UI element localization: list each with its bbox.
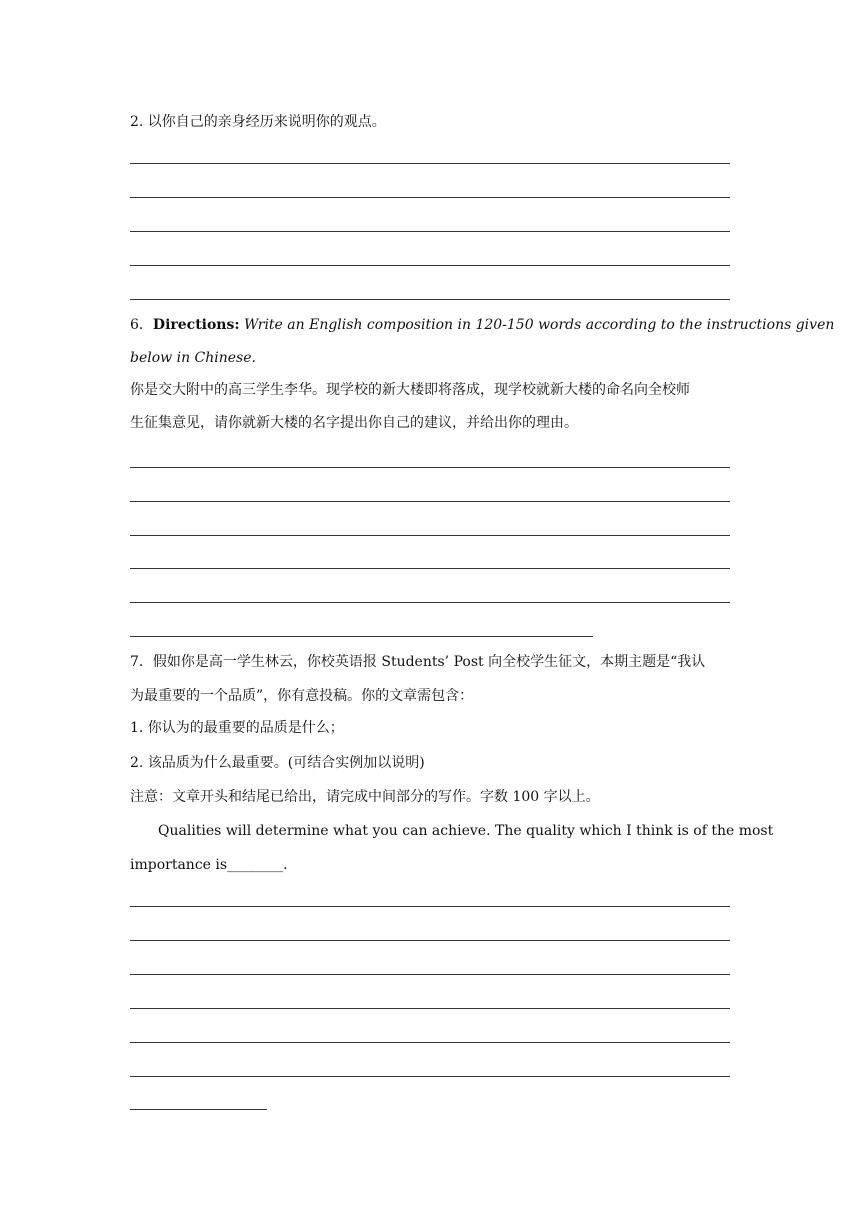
q5-item-2: 2. 以你自己的亲身经历来说明你的观点。	[130, 114, 386, 130]
answer-line-short	[130, 636, 593, 637]
answer-line	[130, 299, 730, 300]
q7-line-2: 为最重要的一个品质”，你有意投稿。你的文章需包含：	[130, 688, 474, 704]
q7-opening-line-1: Qualities will determine what you can achieve. The quality which I think is of the most	[158, 823, 774, 839]
q7-item-2: 2. 该品质为什么最重要。(可结合实例加以说明)	[130, 755, 425, 771]
answer-line	[130, 1008, 730, 1009]
answer-line	[130, 602, 730, 603]
q7-line-1: 7．假如你是高一学生林云，你校英语报 Students’ Post 向全校学生征文，本期主题是“我认	[130, 654, 706, 670]
q7-opening-line-2: importance is________.	[130, 857, 288, 873]
answer-line	[130, 163, 730, 164]
q7-item-1: 1. 你认为的最重要的品质是什么；	[130, 720, 344, 736]
q6-number: 6．	[130, 317, 153, 333]
q6-directions-label: Directions:	[152, 317, 240, 333]
q6-directions-line-2	[130, 348, 730, 368]
q6-prompt-line-2: 生征集意见，请你就新大楼的名字提出你自己的建议，并给出你的理由。	[130, 415, 578, 431]
q6-directions-text-1: Write an English composition in 120-150 words according to the instructions given	[244, 317, 835, 333]
answer-line	[130, 265, 730, 266]
answer-line	[130, 940, 730, 941]
q7-note: 注意：文章开头和结尾已给出，请完成中间部分的写作。字数 100 字以上。	[130, 789, 600, 805]
answer-line	[130, 1076, 730, 1077]
answer-line	[130, 568, 730, 569]
answer-line	[130, 467, 730, 468]
answer-line	[130, 974, 730, 975]
answer-line	[130, 535, 730, 536]
answer-line-short	[130, 1109, 267, 1110]
answer-line	[130, 1042, 730, 1043]
answer-line	[130, 501, 730, 502]
q6-directions-text-2: below in Chinese.	[130, 350, 256, 366]
q6-directions-line-1	[130, 315, 835, 335]
answer-line	[130, 906, 730, 907]
answer-line	[130, 197, 730, 198]
q6-prompt-line-1: 你是交大附中的高三学生李华。现学校的新大楼即将落成，现学校就新大楼的命名向全校师	[130, 382, 690, 398]
answer-line	[130, 231, 730, 232]
